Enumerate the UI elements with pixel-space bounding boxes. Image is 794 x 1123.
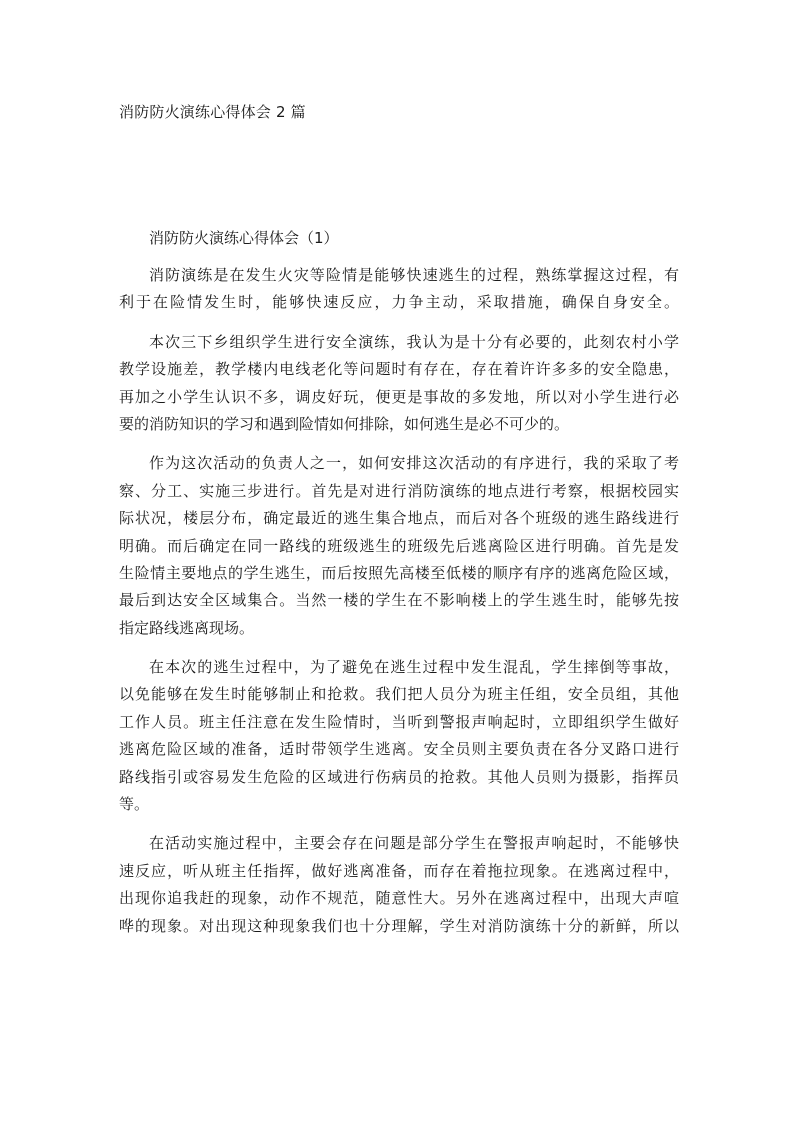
paragraph-line: 速反应，听从班主任指挥，做好逃离准备，而存在着拖拉现象。在逃离过程中， xyxy=(119,861,679,880)
paragraph-1 xyxy=(119,250,679,317)
paragraph-line: 利于在险情发生时，能够快速反应，力争主动，采取措施，确保自身安全。 xyxy=(119,293,679,312)
paragraph-line: 察、分工、实施三步进行。首先是对进行消防演练的地点进行考察，根据校园实 xyxy=(119,481,679,500)
paragraph-line: 本次三下乡组织学生进行安全演练，我认为是十分有必要的，此刻农村小学 xyxy=(149,332,679,351)
paragraph-2 xyxy=(119,317,679,439)
paragraph-line: 再加之小学生认识不多，调皮好玩，便更是事故的多发地，所以对小学生进行必 xyxy=(119,387,679,406)
paragraph-line: 以免能够在发生时能够制止和抢救。我们把人员分为班主任组，安全员组，其他 xyxy=(119,685,679,704)
paragraph-line: 哗的现象。对出现这种现象我们也十分理解，学生对消防演练十分的新鲜，所以 xyxy=(119,916,679,935)
paragraph-line: 作为这次活动的负责人之一，如何安排这次活动的有序进行，我的采取了考 xyxy=(149,454,679,473)
paragraph-line: 路线指引或容易发生危险的区域进行伤病员的抢救。其他人员则为摄影，指挥员 xyxy=(119,767,679,786)
paragraph-line: 生险情主要地点的学生逃生，而后按照先高楼至低楼的顺序有序的逃离危险区域， xyxy=(119,563,679,582)
section-heading: 消防防火演练心得体会（1） xyxy=(149,229,339,247)
paragraph-line: 消防演练是在发生火灾等险情是能够快速逃生的过程，熟练掌握这过程，有 xyxy=(149,266,679,284)
paragraph-line: 在本次的逃生过程中，为了避免在逃生过程中发生混乱，学生摔倒等事故， xyxy=(149,658,679,677)
paragraph-line: 逃离危险区域的准备，适时带领学生逃离。安全员则主要负责在各分叉路口进行 xyxy=(119,740,679,759)
paragraph-line: 工作人员。班主任注意在发生险情时，当听到警报声响起时，立即组织学生做好 xyxy=(119,712,679,731)
document-title: 消防防火演练心得体会 2 篇 xyxy=(119,103,306,121)
paragraph-line: 最后到达安全区域集合。当然一楼的学生在不影响楼上的学生逃生时，能够先按 xyxy=(119,591,679,610)
paragraph-line: 明确。而后确定在同一路线的班级逃生的班级先后逃离险区进行明确。首先是发 xyxy=(119,536,679,555)
paragraph-line: 在活动实施过程中，主要会存在问题是部分学生在警报声响起时，不能够快 xyxy=(149,834,679,853)
paragraph-line: 要的消防知识的学习和遇到险情如何排除，如何逃生是必不可少的。 xyxy=(119,414,570,433)
paragraph-3 xyxy=(119,438,679,642)
paragraph-line: 际状况，楼层分布，确定最近的逃生集合地点，而后对各个班级的逃生路线进行 xyxy=(119,509,679,528)
paragraph-4 xyxy=(119,642,679,818)
paragraph-line: 教学设施差，教学楼内电线老化等问题时有存在，存在着许许多多的安全隐患， xyxy=(119,360,679,379)
paragraph-5 xyxy=(119,818,679,940)
document-body xyxy=(119,226,679,940)
paragraph-line: 指定路线逃离现场。 xyxy=(119,618,255,637)
paragraph-line: 等。 xyxy=(119,795,150,814)
paragraph-line: 出现你追我赶的现象，动作不规范，随意性大。另外在逃离过程中，出现大声喧 xyxy=(119,889,679,908)
